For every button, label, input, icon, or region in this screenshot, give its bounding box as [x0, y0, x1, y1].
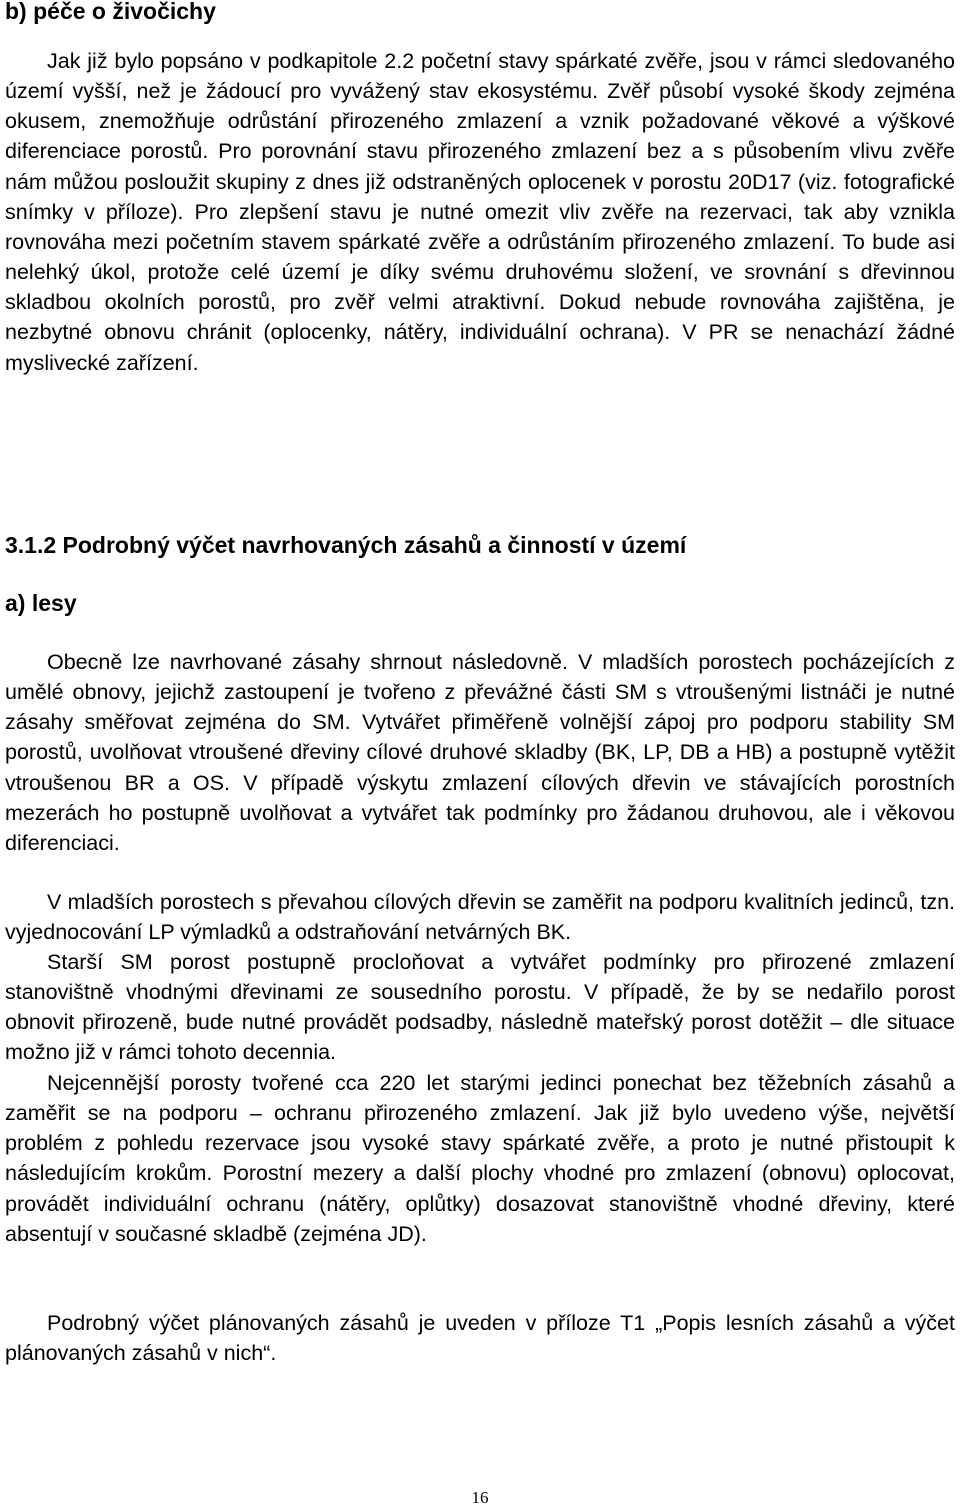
paragraph-animals: Jak již bylo popsáno v podkapitole 2.2 početní stavy spárkaté zvěře, jsou v rámci sledovaného území vyšší, než je žádoucí pro vyvážený stav ekosystému. Zvěř působí vysoké škody zejména okusem, znemožňuje odrůstání přirozeného zmlazení a vznik požadované věkové a výškové diferenciace porostů. Pro porovnání stavu přirozeného zmlazení bez a s působením vlivu zvěře nám můžou posloužit skupiny z dnes již odstraněných oplocenek v porostu 20D17 (viz. fotografické snímky v příloze). Pro zlepšení stavu je nutné omezit vliv zvěře na rezervaci, tak aby vznikla rovnováha mezi početním stavem spárkaté zvěře a odrůstáním přirozeného zmlazení. To bude asi nelehký úkol, protože celé území je díky svému druhovému složení, ve srovnání s dřevinnou skladbou okolních porostů, pro zvěř velmi atraktivní. Dokud nebude rovnováha zajištěna, je nezbytné obnovu chránit (oplocenky, nátěry, individuální ochrana). V PR se nenachází žádné myslivecké zařízení. — [5, 49, 955, 375]
paragraph-forests-1: Obecně lze navrhované zásahy shrnout následovně. V mladších porostech pocházejících z umělé obnovy, jejichž zastoupení je tvořeno z převážné části SM s vtroušenými listnáči je nutné zásahy směřovat zejména do SM. Vytvářet přiměřeně volnější zápoj pro podporu stability SM porostů, uvolňovat vtroušené dřeviny cílové druhové skladby (BK, LP, DB a HB) a postupně vytěžit vtroušenou BR a OS. V případě výskytu zmlazení cílových dřevin ve stávajících porostních mezerách ho postupně uvolňovat a vytvářet tak podmínky pro žádanou druhovou, ale i věkovou diferenciaci. — [5, 650, 955, 855]
paragraph-forests-2: V mladších porostech s převahou cílových dřevin se zaměřit na podporu kvalitních jedinců, tzn. vyjednocování LP výmladků a odstraňování netvárných BK. — [5, 890, 955, 945]
section-heading-b: b) péče o živočichy — [5, 0, 216, 24]
paragraph-forests-5: Podrobný výčet plánovaných zásahů je uveden v příloze T1 „Popis lesních zásahů a výčet plánovaných zásahů v nich“. — [5, 1311, 955, 1366]
paragraph-forests-4: Nejcennější porosty tvořené cca 220 let starými jedinci ponechat bez těžebních zásahů a zaměřit se na podporu – ochranu přirozeného zmlazení. Jak již bylo uvedeno výše, největší problém z pohledu rezervace jsou vysoké stavy spárkaté zvěře, a proto je nutné přistoupit k následujícím krokům. Porostní mezery a další plochy vhodné pro zmlazení (obnovu) oplocovat, provádět individuální ochranu (nátěry, oplůtky) dosazovat stanovištně vhodné dřeviny, které absentují v současné skladbě (zejména JD). — [5, 1071, 955, 1246]
paragraph-forests-3: Starší SM porost postupně procloňovat a vytvářet podmínky pro přirozené zmlazení stanovištně vhodnými dřevinami ze sousedního porostu. V případě, že by se nedařilo porost obnovit přirozeně, bude nutné provádět podsadby, následně mateřský porost dotěžit – dle situace možno již v rámci tohoto decennia. — [5, 950, 955, 1065]
section-heading-312: 3.1.2 Podrobný výčet navrhovaných zásahů a činností v území — [5, 532, 687, 558]
section-heading-a: a) lesy — [5, 590, 77, 616]
page-number: 16 — [471, 1488, 489, 1507]
